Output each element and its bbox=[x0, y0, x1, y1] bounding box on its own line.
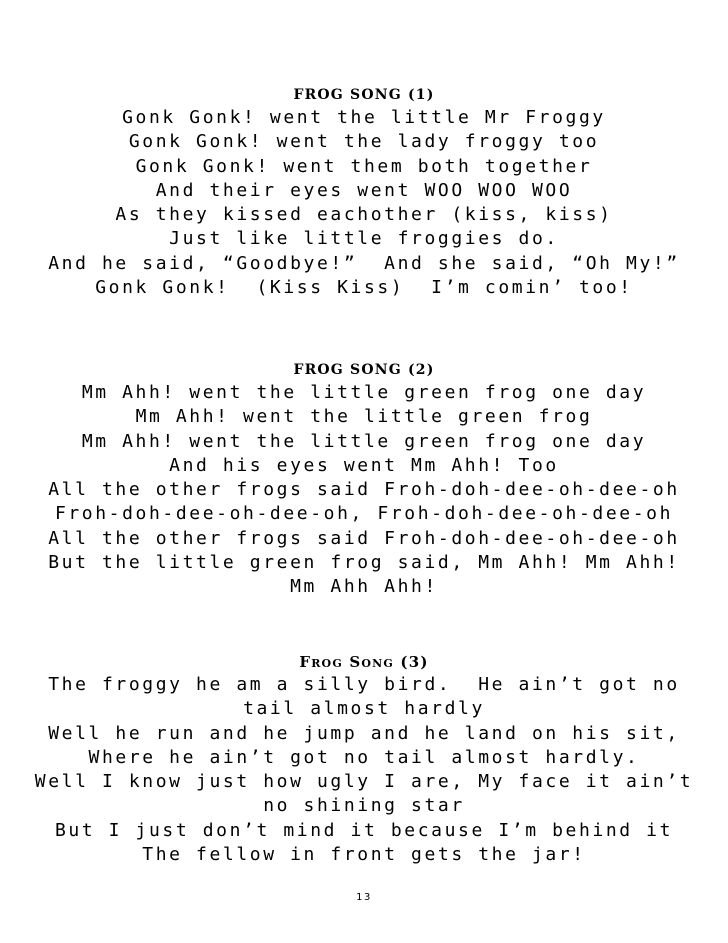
lyric-line: As they kissed eachother (kiss, kiss) bbox=[115, 204, 613, 226]
lyric-line: All the other frogs said Froh-doh-dee-oh-dee-oh bbox=[48, 479, 680, 501]
lyric-line: Well I know just how ugly I are, My face it ain’t bbox=[34, 771, 694, 793]
lyric-line: Gonk Gonk! went the little Mr Froggy bbox=[122, 107, 606, 128]
page-number: 13 bbox=[356, 892, 372, 903]
frog-song-3 bbox=[0, 653, 728, 867]
lyric-line: no shining star bbox=[263, 795, 465, 817]
song-title: FROG SONG (1) bbox=[293, 87, 435, 103]
lyric-line: Just like little froggies do. bbox=[169, 228, 559, 250]
lyric-line: Gonk Gonk! (Kiss Kiss) I’m comin’ too! bbox=[95, 277, 633, 299]
lyric-line: And their eyes went WOO WOO WOO bbox=[155, 179, 573, 201]
lyric-line: Mm Ahh Ahh! bbox=[290, 576, 438, 598]
lyric-line: But I just don’t mind it because I’m behind it bbox=[54, 819, 674, 841]
lyric-line: Gonk Gonk! went the lady froggy too bbox=[128, 131, 600, 153]
song-title: FROG SONG (2) bbox=[293, 362, 435, 378]
lyric-line: tail almost hardly bbox=[243, 698, 485, 720]
lyric-line: The froggy he am a silly bird. He ain’t got no bbox=[48, 674, 680, 695]
frog-song-1 bbox=[0, 86, 728, 300]
lyric-line: And he said, “Goodbye!” And she said, “Oh My!” bbox=[48, 252, 680, 274]
frog-song-2 bbox=[0, 361, 728, 600]
lyric-line: Gonk Gonk! went them both together bbox=[135, 155, 593, 177]
lyric-line: And his eyes went Mm Ahh! Too bbox=[169, 454, 559, 476]
lyric-line: But the little green frog said, Mm Ahh! Mm Ahh! bbox=[48, 552, 680, 574]
lyric-line: Well he run and he jump and he land on his sit, bbox=[48, 722, 680, 744]
lyric-line: Froh-doh-dee-oh-dee-oh, Froh-doh-dee-oh-dee-oh bbox=[54, 503, 674, 525]
lyric-line: Mm Ahh! went the little green frog bbox=[135, 406, 593, 428]
song-title: Frog Song (3) bbox=[299, 653, 429, 671]
lyric-line: Mm Ahh! went the little green frog one day bbox=[81, 430, 647, 452]
lyric-line: The fellow in front gets the jar! bbox=[142, 844, 586, 866]
lyric-line: All the other frogs said Froh-doh-dee-oh-dee-oh bbox=[48, 527, 680, 549]
lyric-line: Where he ain’t got no tail almost hardly. bbox=[88, 746, 640, 768]
lyric-line: Mm Ahh! went the little green frog one day bbox=[81, 382, 647, 403]
